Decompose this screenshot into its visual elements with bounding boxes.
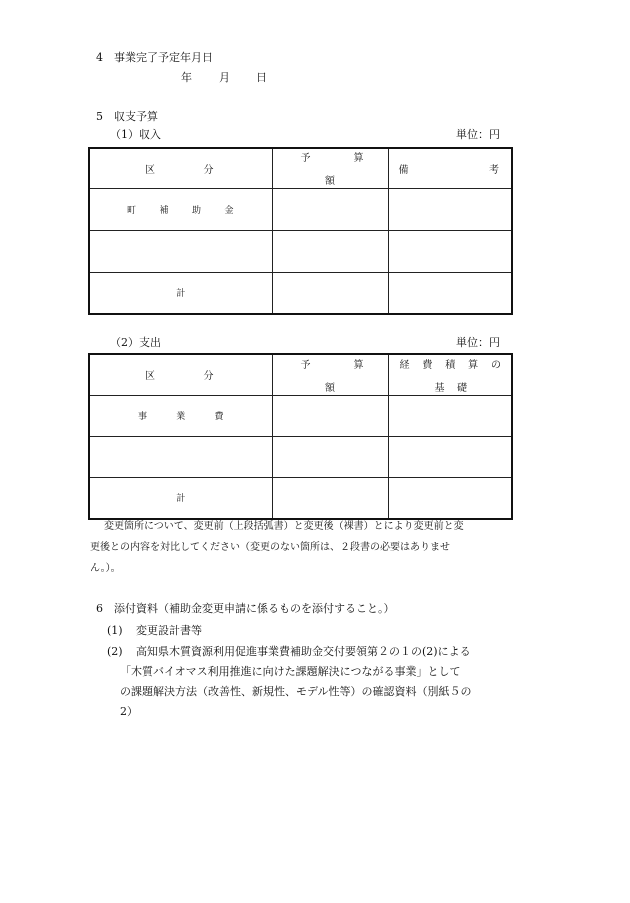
expense-amount-header [272, 354, 388, 395]
income-remarks-cell[interactable] [388, 272, 512, 314]
note-line-2: 更後との内容を対比してください（変更のない箇所は、２段書の必要はありませ [90, 542, 450, 553]
income-amount-cell[interactable] [272, 272, 388, 314]
income-header-row [89, 148, 512, 188]
expense-amount-cell[interactable] [272, 395, 388, 436]
expense-total-label: 計 [89, 477, 272, 519]
expense-row-label [89, 436, 272, 477]
income-table [88, 147, 513, 315]
table-row [89, 230, 512, 272]
income-unit: 単位：円 [456, 128, 500, 141]
item1-text: 変更設計書等 [136, 624, 202, 637]
remarks-char-a: 備 [398, 164, 409, 176]
section5-heading: 5 収支予算 [96, 110, 158, 123]
amount-char-c: 額 [325, 176, 335, 188]
date-month-label: 月 [219, 71, 230, 84]
amount-char-c: 額 [325, 382, 335, 394]
expense-title: （2）支出 [110, 336, 161, 349]
expense-unit: 単位：円 [456, 336, 500, 349]
income-remarks-cell[interactable] [388, 230, 512, 272]
income-category-header [89, 148, 272, 188]
income-amount-cell[interactable] [272, 188, 388, 230]
note-line-3: ん。）。 [90, 563, 121, 574]
table-row [89, 436, 512, 477]
section6-heading: 6 添付資料（補助金変更申請に係るものを添付すること。） [96, 602, 395, 615]
amount-char-a: 予 [300, 153, 311, 165]
category-char-a: 区 [145, 164, 155, 176]
note-line-1: 変更箇所について、変更前（上段括弧書）と変更後（裸書）とにより変更前と変 [104, 521, 464, 532]
income-amount-cell[interactable] [272, 230, 388, 272]
expense-header-row [89, 354, 512, 395]
income-row-label: 町 補 助 金 [89, 188, 272, 230]
expense-row-label: 事 業 費 [89, 395, 272, 436]
category-char-a: 区 [145, 371, 155, 383]
table-row [89, 477, 512, 519]
income-remarks-cell[interactable] [388, 188, 512, 230]
income-total-label: 計 [89, 272, 272, 314]
item1-number: (1) [107, 624, 123, 637]
date-day-label: 日 [256, 71, 267, 84]
expense-basis-header: 経 費 積 算 の 基 礎 [388, 354, 512, 395]
item2-line-3: の課題解決方法（改善性、新規性、モデル性等）の確認資料（別紙５の [120, 685, 472, 698]
amount-char-b: 算 [353, 359, 364, 371]
item2-line-4: 2） [120, 705, 138, 718]
remarks-char-b: 考 [489, 164, 499, 176]
amount-char-a: 予 [300, 359, 311, 371]
income-amount-header [272, 148, 388, 188]
expense-basis-cell[interactable] [388, 477, 512, 519]
table-row [89, 188, 512, 230]
expense-table [88, 353, 513, 520]
item2-number: (2) [107, 645, 123, 658]
income-title: （1）収入 [110, 128, 161, 141]
income-row-label [89, 230, 272, 272]
expense-basis-cell[interactable] [388, 436, 512, 477]
income-remarks-header [388, 148, 512, 188]
section4-heading: 4 事業完了予定年月日 [96, 51, 213, 64]
expense-category-header [89, 354, 272, 395]
expense-basis-cell[interactable] [388, 395, 512, 436]
item2-line-2: 「木質バイオマス利用推進に向けた課題解決につながる事業」として [120, 665, 461, 678]
table-row [89, 395, 512, 436]
expense-amount-cell[interactable] [272, 436, 388, 477]
table-row [89, 272, 512, 314]
date-year-label: 年 [181, 71, 192, 84]
item2-line-1: 高知県木質資源利用促進事業費補助金交付要領第２の１の(2)による [136, 645, 471, 658]
amount-char-b: 算 [353, 153, 364, 165]
expense-amount-cell[interactable] [272, 477, 388, 519]
category-char-b: 分 [203, 371, 214, 383]
category-char-b: 分 [203, 164, 214, 176]
